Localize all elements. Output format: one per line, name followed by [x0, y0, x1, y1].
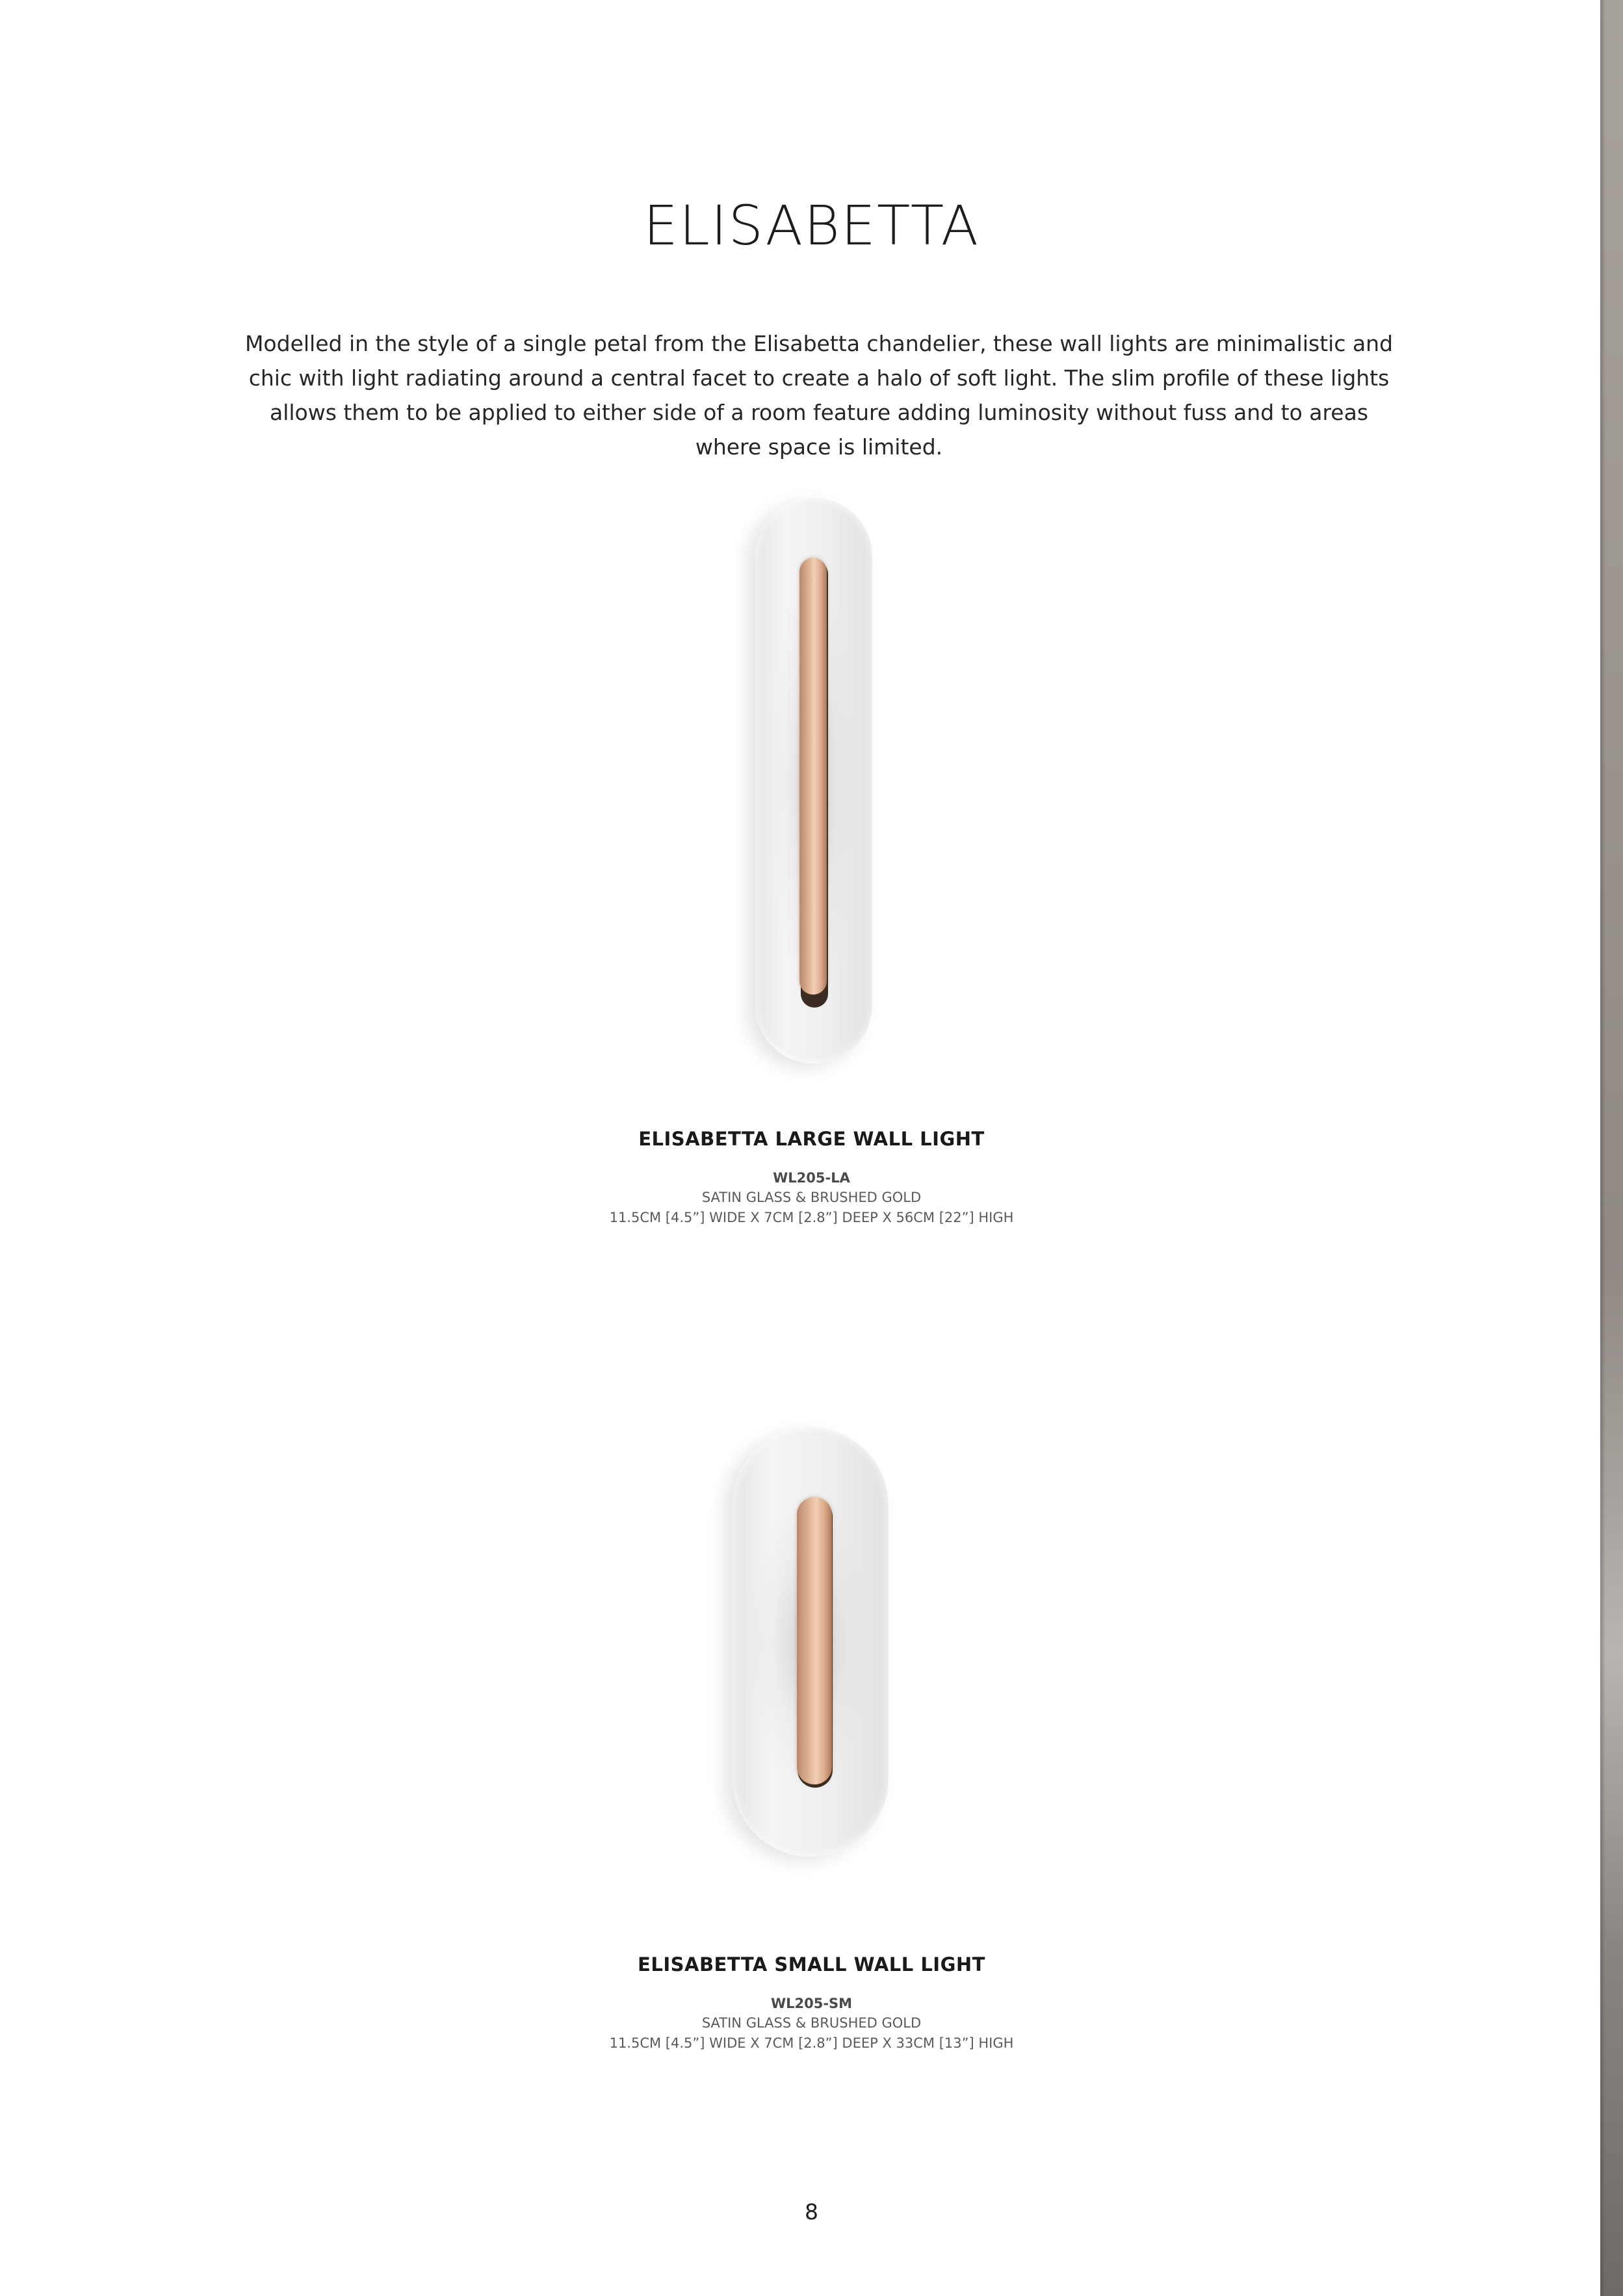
intro-paragraph: Modelled in the style of a single petal from the Elisabetta chandelier, these wall lights are minimalistic and chic with light radiating around a central facet to create a halo of soft light. The slim profile of these lights allows them to be applied to either side of a room feature adding luminosity without fuss and to areas where space is limited. — [244, 331, 1394, 460]
product-code-small: WL205-SM — [770, 1996, 853, 2011]
small-wall-light-image — [733, 1428, 889, 1857]
page-title: ELISABETTA — [643, 194, 980, 257]
product-name-large: ELISABETTA LARGE WALL LIGHT — [638, 1128, 985, 1150]
large-wall-light-image — [755, 498, 872, 1063]
product-dimensions-large: 11.5CM [4.5”] WIDE X 7CM [2.8”] DEEP X 56CM [22”] HIGH — [609, 1210, 1014, 1225]
brushed-gold-bar — [797, 1497, 832, 1784]
brushed-gold-bar — [799, 558, 827, 995]
product-dimensions-small: 11.5CM [4.5”] WIDE X 7CM [2.8”] DEEP X 33CM [13”] HIGH — [609, 2035, 1014, 2051]
product-code-large: WL205-LA — [773, 1170, 850, 1186]
product-finish-small: SATIN GLASS & BRUSHED GOLD — [701, 2015, 922, 2031]
page-number: 8 — [805, 2199, 818, 2224]
product-finish-large: SATIN GLASS & BRUSHED GOLD — [701, 1190, 922, 1205]
product-name-small: ELISABETTA SMALL WALL LIGHT — [638, 1953, 985, 1976]
